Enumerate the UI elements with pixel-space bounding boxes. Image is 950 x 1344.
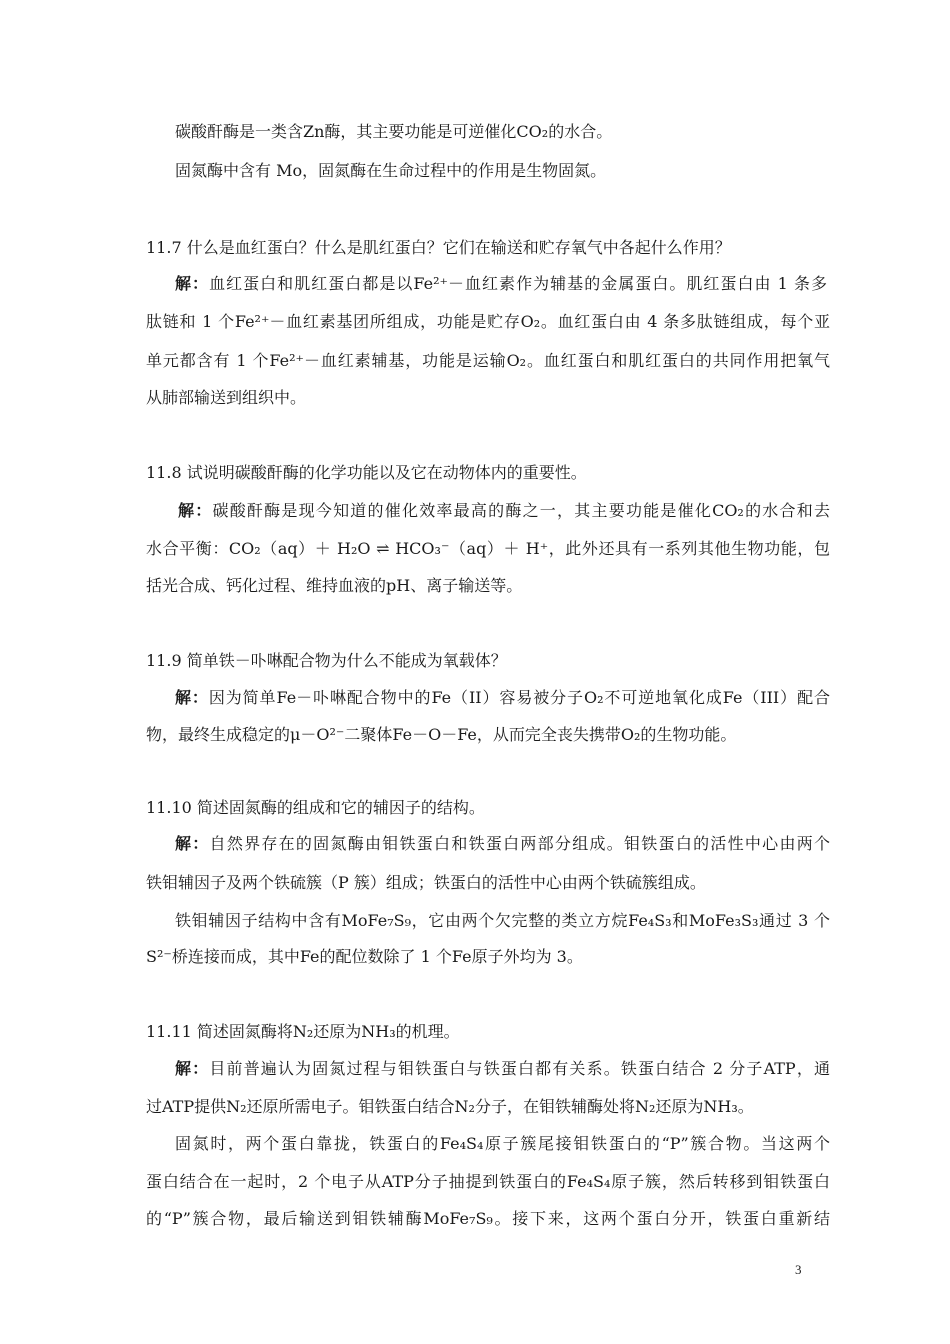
question-11-7: 11.7 什么是血红蛋白？什么是肌红蛋白？它们在输送和贮存氧气中各起什么作用？ [146, 238, 731, 257]
answer-11-10-line-4: S²⁻桥连接而成，其中Fe的配位数除了 1 个Fe原子外均为 3。 [146, 947, 583, 966]
answer-text: 自然界存在的固氮酶由钼铁蛋白和铁蛋白两部分组成。钼铁蛋白的活性中心由两个 [209, 834, 830, 853]
paragraph-carbonic-anhydrase: 碳酸酐酶是一类含Zn酶，其主要功能是可逆催化CO₂的水合。 [175, 122, 613, 141]
question-11-11: 11.11 简述固氮酶将N₂还原为NH₃的机理。 [146, 1022, 460, 1041]
answer-11-9-line-1 [175, 687, 830, 709]
answer-11-7-line-1 [175, 273, 827, 295]
answer-11-8-line-2: 水合平衡：CO₂（aq）＋ H₂O ⇌ HCO₃⁻（aq）＋ H⁺，此外还具有一系列其他生物功能，包 [146, 539, 830, 558]
answer-label: 解： [175, 834, 210, 853]
answer-text: 血红蛋白和肌红蛋白都是以Fe²⁺－血红素作为辅基的金属蛋白。肌红蛋白由 1 条多 [209, 274, 827, 293]
answer-11-7-line-4: 从肺部输送到组织中。 [146, 388, 307, 407]
paragraph-nitrogenase: 固氮酶中含有 Mo，固氮酶在生命过程中的作用是生物固氮。 [175, 161, 607, 180]
answer-11-8-line-1 [178, 500, 830, 522]
answer-text: 目前普遍认为固氮过程与钼铁蛋白与铁蛋白都有关系。铁蛋白结合 2 分子ATP，通 [209, 1059, 830, 1078]
answer-text: 碳酸酐酶是现今知道的催化效率最高的酶之一，其主要功能是催化CO₂的水合和去 [212, 501, 830, 520]
answer-11-7-line-2: 肽链和 1 个Fe²⁺－血红素基团所组成，功能是贮存O₂。血红蛋白由 4 条多肽链组成，每个亚 [146, 312, 830, 331]
answer-11-11-line-4: 蛋白结合在一起时，2 个电子从ATP分子抽提到铁蛋白的Fe₄S₄原子簇，然后转移到钼铁蛋白 [146, 1172, 830, 1191]
answer-label: 解： [175, 274, 210, 293]
answer-label: 解： [175, 1059, 210, 1078]
answer-11-10-line-2: 铁钼辅因子及两个铁硫簇（P 簇）组成；铁蛋白的活性中心由两个铁硫簇组成。 [146, 873, 706, 892]
answer-11-11-line-2: 过ATP提供N₂还原所需电子。钼铁蛋白结合N₂分子，在钼铁辅酶处将N₂还原为NH₃。 [146, 1097, 754, 1116]
question-11-10: 11.10 简述固氮酶的组成和它的辅因子的结构。 [146, 798, 485, 817]
page-number: 3 [795, 1262, 802, 1277]
answer-11-11-line-1 [175, 1058, 830, 1080]
answer-label: 解： [178, 501, 213, 520]
answer-11-11-line-3: 固氮时，两个蛋白靠拢，铁蛋白的Fe₄S₄原子簇尾接钼铁蛋白的“P”簇合物。当这两个 [175, 1134, 830, 1153]
answer-11-11-line-5: 的“P”簇合物，最后输送到钼铁辅酶MoFe₇S₉。接下来，这两个蛋白分开，铁蛋白重新结 [146, 1209, 830, 1228]
question-11-9: 11.9 简单铁－卟啉配合物为什么不能成为氧载体？ [146, 651, 507, 670]
question-11-8: 11.8 试说明碳酸酐酶的化学功能以及它在动物体内的重要性。 [146, 463, 587, 482]
answer-11-9-line-2: 物，最终生成稳定的μ－O²⁻二聚体Fe－O－Fe，从而完全丧失携带O₂的生物功能。 [146, 725, 737, 744]
answer-11-7-line-3: 单元都含有 1 个Fe²⁺－血红素辅基，功能是运输O₂。血红蛋白和肌红蛋白的共同作用把氧气 [146, 351, 830, 370]
answer-11-10-line-3: 铁钼辅因子结构中含有MoFe₇S₉，它由两个欠完整的类立方烷Fe₄S₃和MoFe₃S₃通过 3 个 [175, 911, 830, 930]
answer-label: 解： [175, 688, 209, 707]
answer-text: 因为简单Fe－卟啉配合物中的Fe（II）容易被分子O₂不可逆地氧化成Fe（III）配合 [208, 688, 830, 707]
answer-11-10-line-1 [175, 833, 830, 855]
answer-11-8-line-3: 括光合成、钙化过程、维持血液的pH、离子输送等。 [146, 576, 523, 595]
